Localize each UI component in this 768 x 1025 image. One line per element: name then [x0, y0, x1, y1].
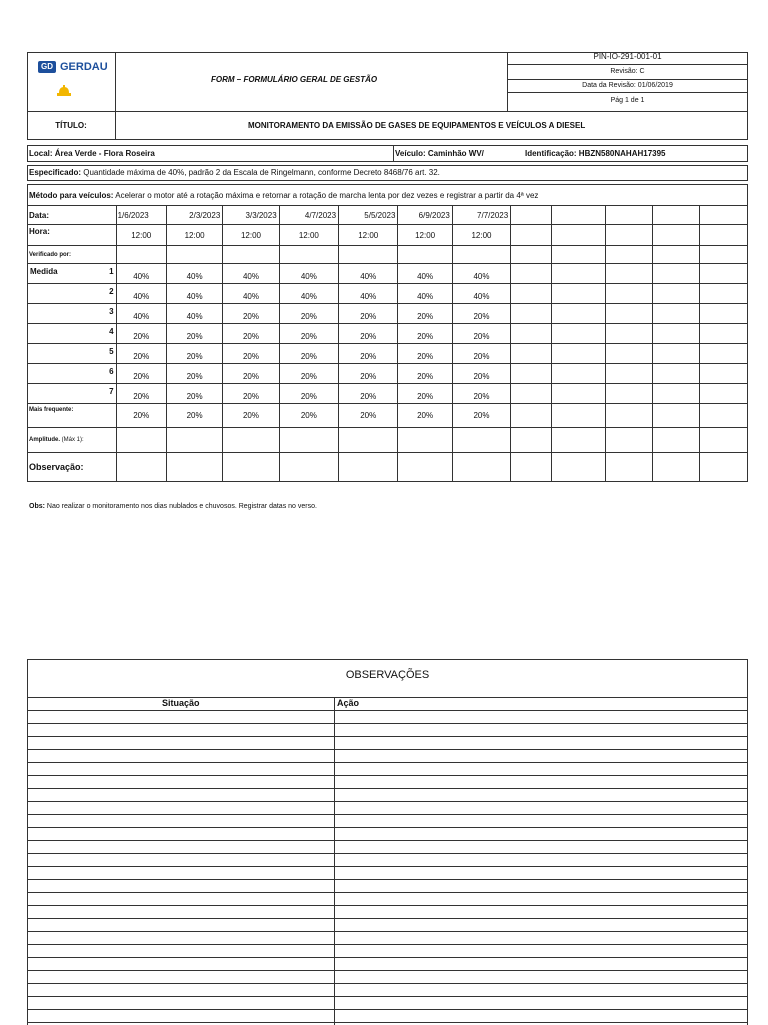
time-cell: 12:00 [398, 225, 452, 246]
measure-cell: 40% [116, 264, 166, 284]
date-cell: 3/3/2023 [223, 206, 279, 225]
date-cell: 5/5/2023 [339, 206, 398, 225]
observacoes-line [27, 931, 748, 932]
measure-cell: 20% [279, 344, 338, 364]
observacoes-line [27, 996, 748, 997]
measure-row [28, 264, 748, 284]
mais-frequente-cell: 20% [116, 404, 166, 428]
amplitude-label: Amplitude. [29, 437, 60, 443]
date-cell: 7/7/2023 [452, 206, 510, 225]
observacoes-line [27, 788, 748, 789]
measure-cell: 20% [452, 364, 510, 384]
measure-label-cell [28, 364, 117, 384]
local: Local: Área Verde - Flora Roseira [29, 149, 155, 158]
measure-cell: 20% [116, 344, 166, 364]
measure-cell: 40% [223, 264, 279, 284]
measure-cell: 20% [452, 384, 510, 404]
mais-frequente-row [28, 404, 748, 428]
measure-label-cell [28, 384, 117, 404]
measure-cell: 20% [223, 384, 279, 404]
measure-number: 1 [109, 267, 114, 276]
time-cell: 12:00 [223, 225, 279, 246]
measure-cell: 20% [339, 324, 398, 344]
measure-cell: 20% [452, 304, 510, 324]
measure-cell: 40% [339, 284, 398, 304]
observacoes-line [27, 775, 748, 776]
observacoes-line [27, 762, 748, 763]
measure-cell: 40% [398, 264, 452, 284]
observacoes-line [27, 814, 748, 815]
measure-cell: 40% [166, 304, 222, 324]
measure-cell: 40% [398, 284, 452, 304]
observacoes-line [27, 1009, 748, 1010]
measure-label-cell [28, 304, 117, 324]
amplitude-row [28, 428, 748, 453]
gerdau-logo [38, 61, 108, 73]
measure-cell: 20% [279, 364, 338, 384]
measure-label-cell [28, 264, 117, 284]
metodo-cell [28, 185, 748, 206]
measure-row [28, 304, 748, 324]
measure-cell: 20% [398, 304, 452, 324]
observacoes-line [27, 957, 748, 958]
observacoes-line [27, 905, 748, 906]
measure-cell: 20% [223, 304, 279, 324]
measure-cell: 20% [339, 344, 398, 364]
time-cell: 12:00 [452, 225, 510, 246]
mais-frequente-cell: 20% [166, 404, 222, 428]
revision: Revisão: C [610, 68, 645, 75]
observacoes-line [27, 710, 748, 711]
measure-row [28, 324, 748, 344]
measure-cell: 40% [116, 304, 166, 324]
acao-header: Ação [337, 698, 360, 708]
measure-number: 7 [109, 387, 114, 396]
observacao-row [28, 453, 748, 482]
measure-cell: 40% [452, 284, 510, 304]
observacoes-col-divider [334, 697, 335, 1025]
header-divider [507, 64, 748, 65]
mais-frequente-cell: 20% [339, 404, 398, 428]
measure-number: 2 [109, 287, 114, 296]
especificado-text: Quantidade máxima de 40%, padrão 2 da Escala de Ringelmann, conforme Decreto 8468/76 art. 32. [81, 168, 440, 177]
measure-cell: 20% [398, 384, 452, 404]
measure-row [28, 384, 748, 404]
measure-cell: 20% [116, 324, 166, 344]
amplitude-label-cell [28, 428, 117, 453]
measure-cell: 20% [279, 304, 338, 324]
measure-cell: 20% [223, 364, 279, 384]
time-cell: 12:00 [116, 225, 166, 246]
header-divider [115, 52, 116, 140]
date-cell: 6/9/2023 [398, 206, 452, 225]
obs-text: Nao realizar o monitoramento nos dias nublados e chuvosos. Registrar datas no verso. [44, 503, 317, 510]
measure-row [28, 344, 748, 364]
header-divider [507, 92, 748, 93]
gerdau-logo-text: GERDAU [60, 61, 108, 73]
measure-cell: 20% [339, 384, 398, 404]
especificado [29, 169, 440, 177]
header-divider [27, 111, 748, 112]
date-cell: 1/6/2023 [116, 206, 166, 225]
observacoes-line [27, 723, 748, 724]
measure-cell: 20% [166, 344, 222, 364]
medida-label: Medida [30, 267, 58, 276]
observacoes-line [27, 827, 748, 828]
metodo-row [28, 185, 748, 206]
measure-cell: 40% [339, 264, 398, 284]
mais-frequente-cell: 20% [223, 404, 279, 428]
observacoes-line [27, 879, 748, 880]
gerdau-logo-mark: GD [38, 61, 56, 73]
measure-cell: 40% [223, 284, 279, 304]
observacoes-title: OBSERVAÇÕES [345, 669, 430, 681]
identificacao: Identificação: HBZN580NAHAH17395 [525, 149, 666, 158]
mais-frequente-label: Mais frequente: [28, 404, 117, 428]
time-cell: 12:00 [339, 225, 398, 246]
measure-cell: 20% [398, 344, 452, 364]
observacoes-line [27, 1022, 748, 1023]
date-cell: 4/7/2023 [279, 206, 338, 225]
measure-cell: 20% [166, 364, 222, 384]
observacoes-divider [27, 697, 748, 698]
observacoes-line [27, 970, 748, 971]
verificado-label: Verificado por: [28, 246, 117, 264]
measure-cell: 40% [116, 284, 166, 304]
obs-label: Obs: [29, 503, 45, 510]
measure-cell: 40% [279, 284, 338, 304]
time-cell: 12:00 [279, 225, 338, 246]
measurement-table [27, 184, 748, 482]
metodo-text: Acelerar o motor até a rotação máxima e retornar a rotação de marcha lenta por dez vezes e registrar a partir da 4ª vez [113, 191, 539, 200]
observacoes-line [27, 892, 748, 893]
measure-cell: 20% [279, 384, 338, 404]
measure-cell: 20% [339, 304, 398, 324]
measure-row [28, 364, 748, 384]
measure-label-cell [28, 284, 117, 304]
observacoes-line [27, 840, 748, 841]
info-divider [393, 145, 394, 162]
measure-cell: 20% [166, 324, 222, 344]
measure-number: 5 [109, 347, 114, 356]
observacoes-line [27, 918, 748, 919]
doc-code: PIN-IO-291-001-01 [593, 52, 662, 61]
observacoes-line [27, 853, 748, 854]
time-cell: 12:00 [166, 225, 222, 246]
measure-cell: 20% [398, 364, 452, 384]
titulo-label: TÍTULO: [55, 121, 87, 130]
measure-label-cell [28, 324, 117, 344]
measure-cell: 40% [166, 284, 222, 304]
measure-cell: 20% [452, 324, 510, 344]
revision-date: Data da Revisão: 01/06/2019 [582, 82, 673, 89]
header-divider [507, 79, 748, 80]
observacao-label: Observação: [28, 453, 117, 482]
data-row [28, 206, 748, 225]
measure-label-cell [28, 344, 117, 364]
measure-row [28, 284, 748, 304]
measure-number: 4 [109, 327, 114, 336]
mais-frequente-cell: 20% [452, 404, 510, 428]
measure-cell: 40% [452, 264, 510, 284]
mais-frequente-cell: 20% [279, 404, 338, 428]
measure-cell: 20% [398, 324, 452, 344]
measure-cell: 20% [166, 384, 222, 404]
mais-frequente-cell: 20% [398, 404, 452, 428]
observacoes-line [27, 983, 748, 984]
measure-cell: 20% [339, 364, 398, 384]
hora-label: Hora: [28, 225, 117, 246]
metodo-label: Método para veículos: [29, 191, 114, 200]
measure-number: 3 [109, 307, 114, 316]
page-number: Pág 1 de 1 [610, 97, 645, 104]
measure-cell: 40% [166, 264, 222, 284]
observacoes-line [27, 866, 748, 867]
observacoes-line [27, 736, 748, 737]
observacoes-line [27, 944, 748, 945]
measure-cell: 40% [279, 264, 338, 284]
titulo-value: MONITORAMENTO DA EMISSÃO DE GASES DE EQUIPAMENTOS E VEÍCULOS A DIESEL [248, 121, 586, 130]
measure-cell: 20% [223, 344, 279, 364]
date-cell: 2/3/2023 [166, 206, 222, 225]
verificado-row [28, 246, 748, 264]
hora-row [28, 225, 748, 246]
measure-number: 6 [109, 367, 114, 376]
situacao-header: Situação [162, 698, 200, 708]
measure-cell: 20% [279, 324, 338, 344]
measure-cell: 20% [116, 364, 166, 384]
measure-cell: 20% [452, 344, 510, 364]
measure-cell: 20% [116, 384, 166, 404]
form-title: FORM – FORMULÁRIO GERAL DE GESTÃO [211, 75, 378, 84]
helmet-icon [56, 84, 72, 103]
observacoes-line [27, 801, 748, 802]
veiculo: Veículo: Caminhão WV/ [395, 149, 484, 158]
observacoes-line [27, 749, 748, 750]
measure-cell: 20% [223, 324, 279, 344]
amplitude-note: (Máx 1): [60, 437, 84, 443]
especificado-label: Especificado: [29, 168, 82, 177]
obs-note [29, 503, 317, 510]
data-label: Data: [28, 206, 117, 225]
